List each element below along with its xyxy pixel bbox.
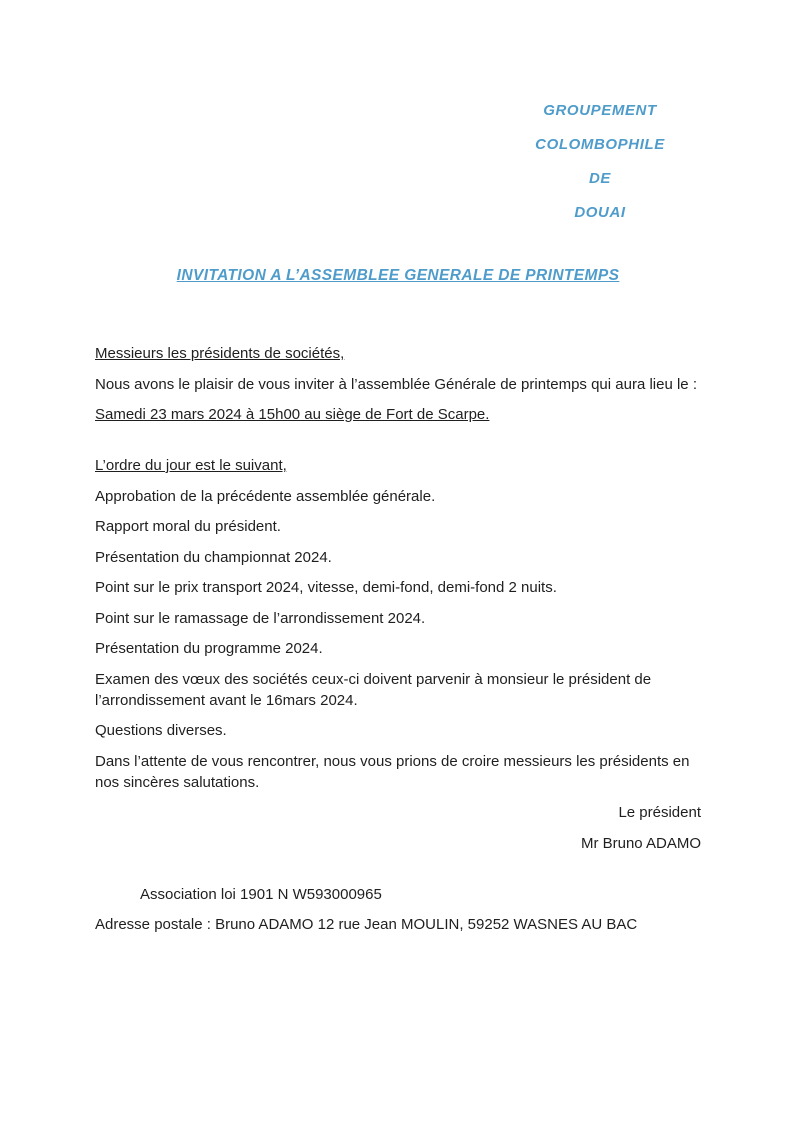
letterhead-line-de: DE [588, 170, 612, 187]
association-registration: Association loi 1901 N W593000965 [140, 885, 382, 903]
signature-name: Mr Bruno ADAMO [580, 834, 701, 852]
letterhead-line-colombophile: COLOMBOPHILE [535, 136, 665, 153]
letterhead-line-groupement: GROUPEMENT [543, 102, 657, 119]
postal-address: Adresse postale : Bruno ADAMO 12 rue Jean MOULIN, 59252 WASNES AU BAC [95, 916, 638, 933]
agenda-item: Rapport moral du président. [95, 518, 281, 535]
agenda-item: Point sur le prix transport 2024, vitesse, demi-fond, demi-fond 2 nuits. [95, 579, 557, 596]
salutation: Messieurs les présidents de sociétés, [95, 345, 345, 362]
agenda-item: Présentation du championnat 2024. [95, 548, 332, 566]
meeting-date-line: Samedi 23 mars 2024 à 15h00 au siège de Fort de Scarpe. [95, 406, 490, 423]
closing-paragraph: Dans l’attente de vous rencontrer, nous vous prions de croire messieurs les présidents en nos sincères salutations. [95, 752, 690, 791]
letterhead-line-douai: DOUAI [574, 204, 626, 221]
agenda-item: Point sur le ramassage de l’arrondissement 2024. [95, 609, 426, 627]
agenda-item: Examen des vœux des sociétés ceux-ci doivent parvenir à monsieur le président de l’arrondissement avant le 16mars 2024. [95, 670, 652, 709]
agenda-item: Questions diverses. [95, 722, 227, 739]
signature-role: Le président [618, 804, 701, 821]
letter-body [95, 265, 701, 945]
agenda-item: Approbation de la précédente assemblée générale. [95, 487, 436, 505]
agenda-heading: L’ordre du jour est le suivant, [95, 457, 287, 474]
letterhead [492, 94, 708, 230]
intro-paragraph: Nous avons le plaisir de vous inviter à l’assemblée Générale de printemps qui aura lieu le : [95, 375, 697, 393]
agenda-item: Présentation du programme 2024. [95, 640, 323, 657]
document-title: INVITATION A L’ASSEMBLEE GENERALE DE PRINTEMPS [176, 267, 620, 284]
